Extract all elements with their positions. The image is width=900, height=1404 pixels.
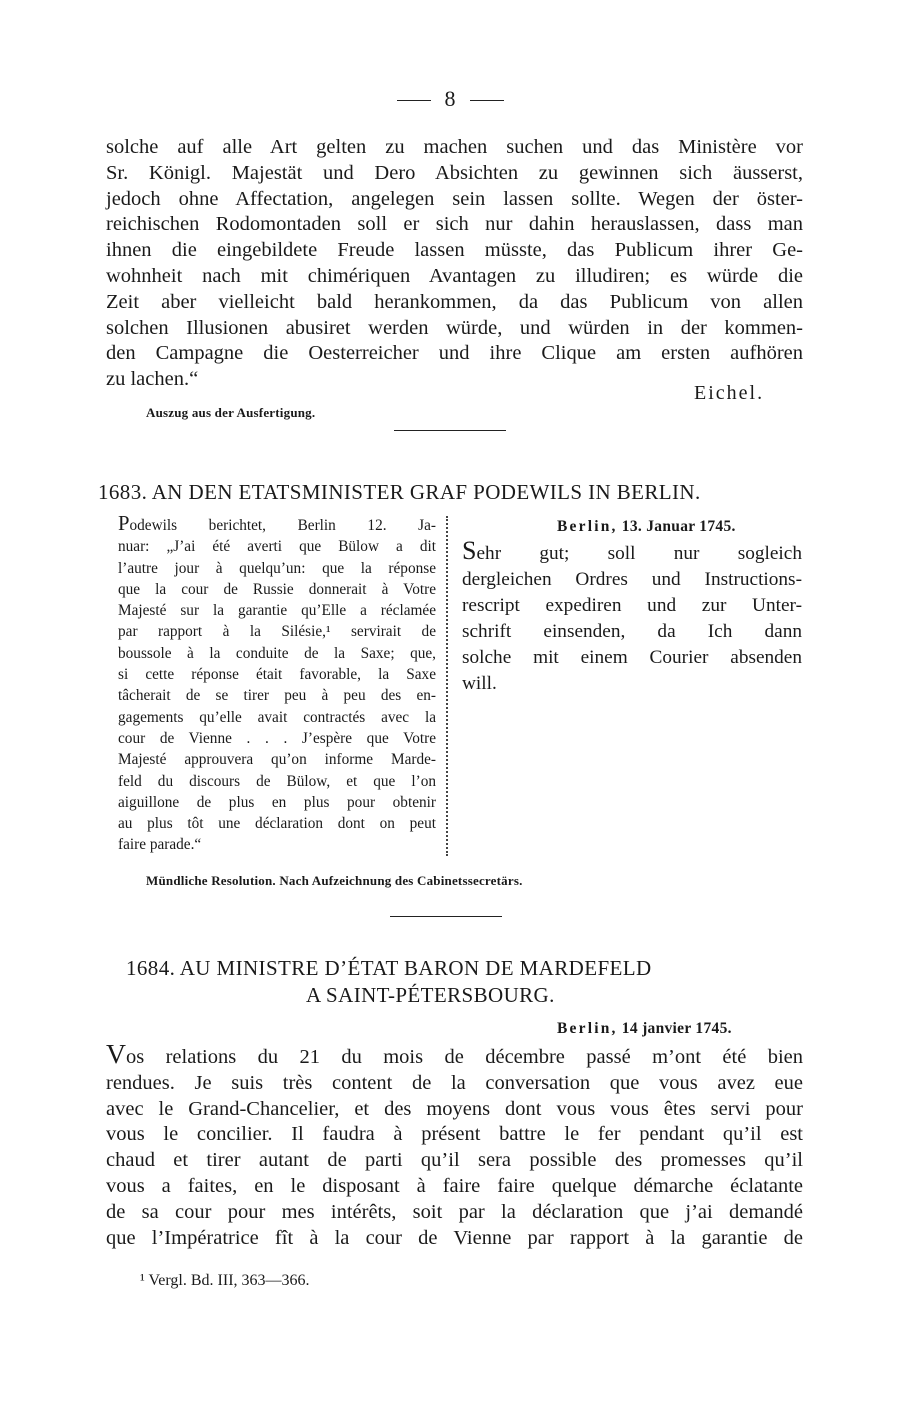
dropcap-p: P	[118, 513, 130, 535]
footnote: ¹ Vergl. Bd. III, 363—366.	[140, 1272, 310, 1289]
report-line: nuar: „J’ai été averti que Bülow a dit	[118, 538, 436, 556]
text-line	[106, 1038, 803, 1071]
text-line: rendues. Je suis très content de la conversation que vous avez eue	[106, 1071, 803, 1094]
text-line: vous a faites, en le disposant à faire faire quelque démarche éclatante	[106, 1174, 803, 1197]
report-line: si cette réponse était favorable, la Saxe	[118, 666, 436, 684]
report-line: feld du discours de Bülow, et que l’on	[118, 772, 436, 790]
text-line: Zeit aber vielleicht bald herankommen, da das Publicum von allen	[106, 290, 803, 313]
text-line: avec le Grand-Chancelier, et des moyens dont vous vous êtes servi pour	[106, 1097, 803, 1120]
report-line: par rapport à la Silésie,¹ servirait de	[118, 623, 436, 641]
text-line-rest: os relations du 21 du mois de décembre passé m’ont été bien	[125, 1046, 803, 1068]
date-place: Berlin,	[557, 518, 618, 535]
date-text: 14 janvier 1745.	[621, 1020, 732, 1037]
text-line: jedoch ohne Affectation, angelegen sein lassen sollte. Wegen der öster-	[106, 187, 803, 210]
resolution-column	[462, 536, 802, 697]
column-separator-dotted	[446, 516, 448, 856]
page-number: 8	[444, 86, 456, 111]
date-place: Berlin,	[557, 1020, 618, 1037]
podewils-report-column	[118, 515, 436, 856]
report-line: cour de Vienne . . . J’espère que Votre	[118, 729, 436, 747]
report-line: faire parade.“	[118, 836, 202, 854]
resolution-line: dergleichen Ordres und Instructions-	[462, 569, 802, 590]
report-line-rest: odewils berichtet, Berlin 12. Ja-	[129, 517, 436, 534]
report-line: l’autre jour à quelqu’un: que la réponse	[118, 559, 436, 577]
text-line: reichischen Rodomontaden soll er sich nur dahin herauslassen, dass man	[106, 213, 803, 236]
header-dash-left	[397, 100, 431, 101]
document-1684-title-line2: A SAINT-PÉTERSBOURG.	[306, 983, 555, 1007]
resolution-line: will.	[462, 673, 497, 694]
text-line: chaud et tirer autant de parti qu’il sera possible des promesses qu’il	[106, 1149, 803, 1172]
resolution-line-rest: ehr gut; soll nur sogleich	[476, 543, 802, 564]
date-text: 13. Januar 1745.	[621, 518, 736, 535]
text-line: solche auf alle Art gelten zu machen suchen und das Ministère vor	[106, 136, 803, 158]
resolution-line	[462, 536, 802, 567]
text-line: Sr. Königl. Majestät und Dero Absichten zu gewinnen sich äusserst,	[106, 161, 803, 184]
dateline-1684	[557, 1020, 732, 1038]
text-line: den Campagne die Oesterreicher und ihre Clique am ersten aufhören	[106, 342, 803, 365]
text-line: de sa cour pour mes intérêts, soit par la déclaration que j’ai demandé	[106, 1200, 803, 1223]
text-line: ihnen die eingebildete Freude lassen müsste, das Publicum ihrer Ge-	[106, 239, 803, 262]
resolution-line: rescript expediren und zur Unter-	[462, 595, 802, 616]
header-dash-right	[470, 100, 504, 101]
report-line: aiguillone de plus en plus pour obtenir	[118, 793, 436, 811]
section-divider	[390, 916, 502, 917]
resolution-line: solche mit einem Courier absenden	[462, 647, 802, 668]
dateline-1683	[557, 518, 736, 536]
report-line: au plus tôt une déclaration dont on peut	[118, 815, 436, 833]
text-line: que l’Impératrice fît à la cour de Vienne par rapport à la garantie de	[106, 1226, 803, 1249]
text-line: wohnheit nach mit chimériquen Avantagen zu illudiren; es würde die	[106, 264, 803, 287]
report-line: Majesté approuvera qu’on informe Marde-	[118, 751, 436, 769]
text-line: vous le concilier. Il faudra à présent battre le fer pendant qu’il est	[106, 1123, 803, 1146]
letter-1684-text	[106, 1038, 803, 1251]
report-line	[118, 515, 436, 536]
resolution-line: schrift einsenden, da Ich dann	[462, 621, 802, 642]
report-line: gagements qu’elle avait contractés avec la	[118, 708, 436, 726]
dropcap-s: S	[462, 536, 477, 565]
continued-letter-text	[106, 135, 803, 393]
text-line: solchen Illusionen abusiret werden würde, und würden in der kommen-	[106, 316, 803, 339]
source-note-1683: Mündliche Resolution. Nach Aufzeichnung des Cabinetssecretärs.	[146, 873, 523, 888]
dropcap-v: V	[106, 1038, 126, 1069]
text-line: zu lachen.“	[106, 368, 199, 391]
report-line: que la cour de Russie donnerait à Votre	[118, 580, 436, 598]
document-1683-title: 1683. AN DEN ETATSMINISTER GRAF PODEWILS IN BERLIN.	[98, 480, 701, 504]
report-line: Majesté sur la garantie qu’Elle a réclamée	[118, 602, 436, 620]
page-number-header	[0, 86, 900, 112]
report-line: tâcherait de se tirer peu à peu des en-	[118, 687, 436, 705]
section-divider	[394, 430, 506, 431]
report-line: boussole à la conduite de la Saxe; que,	[118, 644, 436, 662]
signature-eichel: Eichel.	[694, 382, 765, 404]
document-1684-title-line1: 1684. AU MINISTRE D’ÉTAT BARON DE MARDEFELD	[126, 956, 652, 980]
source-note: Auszug aus der Ausfertigung.	[146, 405, 316, 420]
